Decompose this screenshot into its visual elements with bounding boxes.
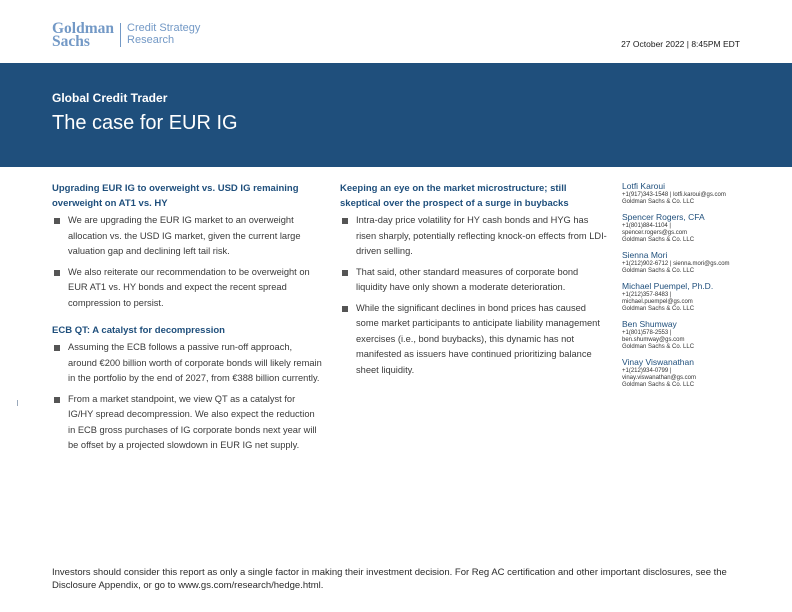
bullet-square-icon: [342, 218, 348, 224]
author-email[interactable]: ben.shumway@gs.com: [622, 337, 685, 343]
section-heading: ECB QT: A catalyst for decompression: [52, 325, 225, 336]
report-title: The case for EUR IG: [52, 112, 238, 134]
logo-line-2: Sachs: [52, 33, 90, 50]
author-card: [622, 281, 762, 313]
division-name: [127, 22, 200, 46]
author-name: Ben Shumway: [622, 319, 677, 329]
bullet-item: [340, 301, 608, 379]
author-name: Sienna Mori: [622, 250, 668, 260]
bullet-text: From a market standpoint, we view QT as a catalyst for IG/HY spread decompression. We also expect the reduction in ECB gross purchases of IG corporate bonds next year will be offset by a projected slowdown in EUR IG net supply.: [68, 393, 317, 450]
bullet-item: [340, 213, 608, 260]
author-contact: +1(801)884-1104 |: [622, 223, 671, 229]
bullet-list: [340, 213, 608, 378]
bullet-text: While the significant declines in bond prices has caused some market participants to anticipate liability management exercises (i.e., bond buybacks), this dynamic has not manifested as issuers have continued prioritizing balance sheet liquidity.: [356, 302, 600, 375]
bullet-item: [52, 265, 322, 312]
author-firm: Goldman Sachs & Co. LLC: [622, 268, 695, 274]
author-contact[interactable]: +1(212)902-6712 | sienna.mori@gs.com: [622, 261, 730, 267]
division-line-2: Research: [127, 34, 175, 46]
bullet-text: That said, other standard measures of corporate bond liquidity have only shown a moderate deterioration.: [356, 266, 579, 292]
bullet-item: [52, 340, 322, 387]
logo-wordmark: [52, 22, 114, 48]
bullet-square-icon: [54, 218, 60, 224]
section-heading: Upgrading EUR IG to overweight vs. USD IG remaining overweight on AT1 vs. HY: [52, 183, 299, 209]
author-firm: Goldman Sachs & Co. LLC: [622, 306, 695, 312]
author-email[interactable]: spencer.rogers@gs.com: [622, 230, 688, 236]
bullet-square-icon: [54, 270, 60, 276]
author-card: [622, 250, 762, 275]
author-firm: Goldman Sachs & Co. LLC: [622, 237, 695, 243]
author-card: [622, 212, 762, 244]
author-name: Spencer Rogers, CFA: [622, 212, 705, 222]
margin-tick-mark: [17, 400, 18, 406]
division-line-1: Credit Strategy: [127, 22, 201, 34]
bullet-square-icon: [342, 270, 348, 276]
author-card: [622, 181, 762, 206]
summary-column-2: [340, 181, 608, 383]
disclosure-note: Investors should consider this report as only a single factor in making their investment decision. For Reg AC certification and other important disclosures, see the Disclosure Appendix, or go to www.gs.com/research/hedge.html.: [52, 567, 727, 591]
author-firm: Goldman Sachs & Co. LLC: [622, 382, 695, 388]
bullet-item: [52, 213, 322, 260]
summary-column-1: [52, 181, 322, 459]
author-contact: +1(212)357-8483 |: [622, 292, 672, 298]
author-name: Vinay Viswanathan: [622, 357, 694, 367]
author-email[interactable]: vinay.viswanathan@gs.com: [622, 375, 697, 381]
bullet-square-icon: [54, 397, 60, 403]
bullet-item: [52, 392, 322, 454]
author-email[interactable]: michael.puempel@gs.com: [622, 299, 693, 305]
bullet-list: [52, 340, 322, 454]
title-banner: [0, 63, 792, 167]
goldman-sachs-logo: [52, 22, 200, 48]
publication-date: 27 October 2022 | 8:45PM EDT: [621, 39, 740, 49]
author-name: Lotfi Karoui: [622, 181, 665, 191]
author-contact: +1(801)578-2553 |: [622, 330, 672, 336]
bullet-square-icon: [342, 306, 348, 312]
author-contact: +1(212)934-0799 |: [622, 368, 672, 374]
series-name: Global Credit Trader: [52, 91, 168, 105]
logo-divider: [120, 23, 121, 47]
author-list: [622, 181, 762, 395]
logo-line-1: Goldman: [52, 20, 115, 37]
section-heading: Keeping an eye on the market microstructure; still skeptical over the prospect of a surge in buybacks: [340, 183, 569, 209]
bullet-item: [340, 265, 608, 296]
bullet-text: Assuming the ECB follows a passive run-off approach, around €200 billion worth of corporate bonds will likely remain in the portfolio by the end of 2027, from €388 billion currently.: [68, 342, 322, 383]
bullet-text: Intra-day price volatility for HY cash bonds and HYG has risen sharply, potentially reflecting knock-on effects from LDI-driven selling.: [356, 215, 607, 256]
bullet-text: We are upgrading the EUR IG market to an overweight allocation vs. the USD IG market, given the current large valuation gap and declining left tail risk.: [68, 215, 301, 256]
author-card: [622, 319, 762, 351]
bullet-list: [52, 213, 322, 311]
author-firm: Goldman Sachs & Co. LLC: [622, 199, 695, 205]
author-contact[interactable]: +1(917)343-1548 | lotfi.karoui@gs.com: [622, 192, 726, 198]
author-firm: Goldman Sachs & Co. LLC: [622, 344, 695, 350]
author-name: Michael Puempel, Ph.D.: [622, 281, 714, 291]
bullet-text: We also reiterate our recommendation to be overweight on EUR AT1 vs. HY bonds and expect the recent spread compression to persist.: [68, 266, 310, 308]
author-card: [622, 357, 762, 389]
bullet-square-icon: [54, 345, 60, 351]
